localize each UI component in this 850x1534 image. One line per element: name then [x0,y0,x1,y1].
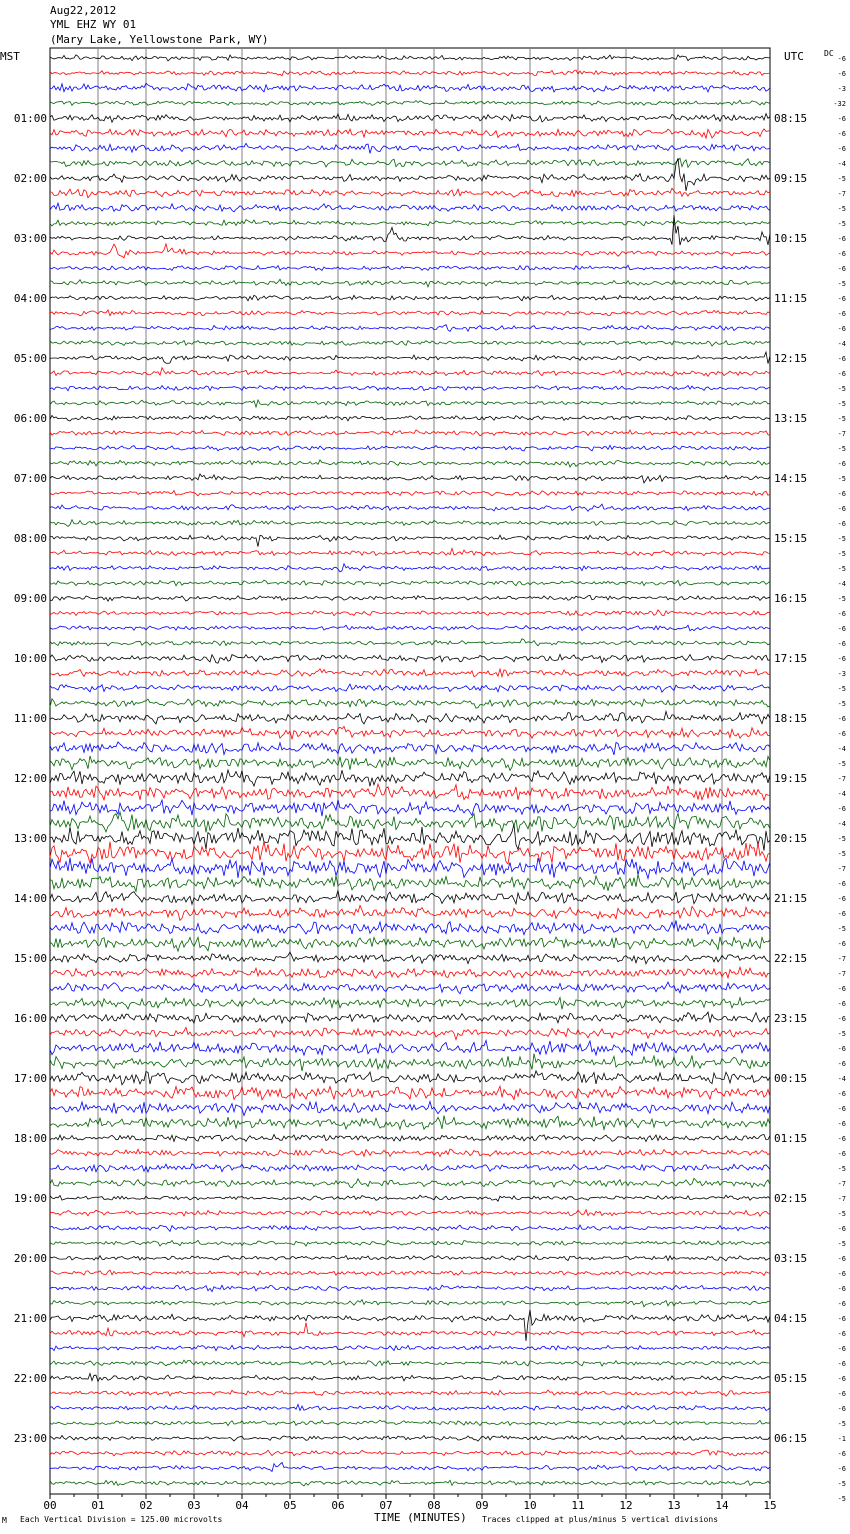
seismic-trace [50,920,770,934]
seismic-trace [50,1420,770,1426]
dc-offset-label: -5 [837,925,846,933]
seismic-trace [50,188,770,198]
seismic-trace [50,742,770,755]
utc-hour-label: 12:15 [774,352,808,365]
x-tick-label: 04 [235,1499,249,1512]
utc-hour-label: 14:15 [774,472,808,485]
plot-frame [50,48,770,1494]
clip-note: Traces clipped at plus/minus 5 vertical divisions [482,1515,719,1524]
seismic-trace [50,504,770,511]
seismic-trace [50,325,770,332]
x-axis-title: TIME (MINUTES) [374,1511,467,1524]
seismic-trace [50,1086,770,1100]
seismic-trace [50,1390,770,1396]
dc-offset-label: -7 [837,430,846,438]
dc-offset-label: -6 [837,985,846,993]
x-tick-label: 01 [91,1499,105,1512]
dc-offset-label: -5 [837,280,846,288]
seismic-trace [50,430,770,436]
utc-hour-label: 13:15 [774,412,808,425]
dc-offset-label: -6 [837,880,846,888]
dc-offset-label: -6 [837,1225,846,1233]
seismic-trace [50,890,770,904]
dc-offset-label: -5 [837,550,846,558]
seismic-trace [50,520,770,527]
seismic-trace [50,1374,770,1382]
dc-offset-label: -6 [837,1135,846,1143]
utc-hour-label: 20:15 [774,832,808,845]
seismic-trace [50,114,770,123]
dc-offset-label: -6 [837,325,846,333]
dc-offset-label: -5 [837,1165,846,1173]
seismic-trace [50,982,770,994]
dc-offset-label: -5 [837,1210,846,1218]
dc-offset-label: -6 [837,655,846,663]
seismic-trace [50,368,770,377]
seismic-trace [50,1270,770,1276]
seismic-trace [50,625,770,630]
dc-offset-label: -3 [837,85,846,93]
dc-offset-label: -5 [837,565,846,573]
x-tick-label: 09 [475,1499,489,1512]
seismic-trace [50,1164,770,1172]
dc-offset-label: -5 [837,475,846,483]
seismic-trace [50,474,770,483]
dc-offset-label: -6 [837,1120,846,1128]
seismic-trace [50,669,770,677]
utc-hour-label: 17:15 [774,652,808,665]
dc-offset-label: -5 [837,595,846,603]
dc-offset-label: -6 [837,355,846,363]
seismic-trace [50,220,770,226]
dc-offset-label: -4 [837,160,846,168]
seismic-trace [50,1225,770,1231]
seismic-trace [50,203,770,212]
seismic-trace [50,143,770,153]
x-tick-label: 07 [379,1499,393,1512]
dc-offset-label: -6 [837,1270,846,1278]
seismic-trace [50,639,770,646]
dc-offset-label: -5 [837,1240,846,1248]
dc-offset-label: -5 [837,385,846,393]
seismic-trace [50,1435,770,1441]
dc-offset-label: -4 [837,745,846,753]
dc-offset-label: -5 [837,445,846,453]
left-timezone-label: MST [0,50,20,63]
dc-offset-label: -7 [837,1195,846,1203]
seismic-trace [50,1178,770,1187]
utc-hour-label: 19:15 [774,772,808,785]
dc-offset-label: -4 [837,580,846,588]
seismic-trace [50,129,770,138]
dc-offset-label: -6 [837,715,846,723]
seismic-trace [50,726,770,739]
dc-offset-label: -4 [837,340,846,348]
seismic-trace [50,1040,770,1055]
seismic-trace [50,1116,770,1130]
seismic-trace [50,699,770,708]
seismic-trace [50,83,770,92]
seismic-trace [50,756,770,771]
x-tick-label: 06 [331,1499,345,1512]
utc-hour-label: 21:15 [774,892,808,905]
seismic-trace [50,1285,770,1291]
utc-hour-label: 15:15 [774,532,808,545]
seismic-trace [50,416,770,422]
x-tick-label: 11 [571,1499,585,1512]
mst-hour-label: 15:00 [13,952,47,965]
dc-offset-label: -5 [837,685,846,693]
dc-offset-label: -6 [837,1315,846,1323]
seismic-trace [50,906,770,921]
x-tick-label: 14 [715,1499,729,1512]
seismic-trace [50,386,770,391]
seismic-trace [50,265,770,270]
location-label: (Mary Lake, Yellowstone Park, WY) [50,33,269,46]
dc-offset-label: -6 [837,1045,846,1053]
dc-offset-label: -6 [837,265,846,273]
dc-offset-label: -6 [837,1150,846,1158]
seismic-trace [50,70,770,76]
seismic-trace [50,655,770,664]
seismic-trace [50,100,770,105]
dc-offset-label: -5 [837,415,846,423]
dc-offset-label: -6 [837,370,846,378]
mst-hour-label: 18:00 [13,1132,47,1145]
dc-offset-label: -6 [837,130,846,138]
mst-hour-label: 12:00 [13,772,47,785]
date-label: Aug22,2012 [50,4,117,17]
dc-offset-label: -5 [837,1495,846,1503]
dc-offset-label: -6 [837,1000,846,1008]
x-tick-label: 08 [427,1499,441,1512]
mst-hour-label: 19:00 [13,1192,47,1205]
utc-hour-label: 16:15 [774,592,808,605]
seismic-trace [50,684,770,692]
dc-label: DC [824,49,834,58]
seismic-trace [50,244,770,258]
dc-offset-label: -7 [837,970,846,978]
seismic-trace [50,812,770,833]
x-tick-label: 05 [283,1499,297,1512]
utc-hour-label: 00:15 [774,1072,808,1085]
seismic-trace [50,1360,770,1366]
seismic-trace [50,1256,770,1261]
dc-offset-label: -6 [837,490,846,498]
right-timezone-label: UTC [784,50,804,63]
dc-offset-label: -6 [837,1090,846,1098]
seismic-trace [50,55,770,61]
dc-offset-label: -7 [837,955,846,963]
seismic-trace [50,460,770,467]
x-tick-label: 10 [523,1499,537,1512]
seismic-trace [50,1480,770,1486]
seismic-trace [50,1071,770,1085]
seismic-trace [50,341,770,346]
dc-offset-label: -6 [837,145,846,153]
seismic-trace [50,967,770,978]
utc-hour-label: 09:15 [774,172,808,185]
dc-offset-label: -7 [837,865,846,873]
x-tick-label: 03 [187,1499,201,1512]
dc-offset-label: -6 [837,640,846,648]
utc-hour-label: 05:15 [774,1372,808,1385]
dc-offset-label: -5 [837,1480,846,1488]
seismic-trace [50,800,770,816]
seismic-trace [50,1462,770,1471]
seismic-trace [50,1149,770,1157]
seismic-trace [50,215,770,245]
x-tick-label: 12 [619,1499,633,1512]
utc-hour-label: 10:15 [774,232,808,245]
dc-offset-label: -6 [837,250,846,258]
x-tick-label: 00 [43,1499,57,1512]
seismic-trace [50,858,770,879]
dc-offset-label: -6 [837,625,846,633]
seismic-trace [50,1300,770,1307]
mst-hour-label: 10:00 [13,652,47,665]
seismic-trace [50,1240,770,1246]
utc-hour-label: 18:15 [774,712,808,725]
mst-hour-label: 20:00 [13,1252,47,1265]
dc-offset-label: -4 [837,1075,846,1083]
dc-offset-label: -5 [837,835,846,843]
dc-offset-label: -7 [837,190,846,198]
dc-offset-label: -6 [837,1360,846,1368]
dc-offset-label: -6 [837,940,846,948]
seismic-trace [50,1012,770,1023]
seismic-trace [50,491,770,496]
mst-hour-label: 14:00 [13,892,47,905]
seismic-trace [50,279,770,287]
dc-offset-label: -6 [837,610,846,618]
x-tick-label: 13 [667,1499,681,1512]
seismic-trace [50,711,770,724]
seismic-trace [50,937,770,951]
dc-offset-label: -4 [837,790,846,798]
seismic-trace [50,1027,770,1039]
mst-hour-label: 22:00 [13,1372,47,1385]
dc-offset-label: -5 [837,1030,846,1038]
utc-hour-label: 08:15 [774,112,808,125]
seismic-trace [50,610,770,616]
mst-hour-label: 09:00 [13,592,47,605]
mst-hour-label: 06:00 [13,412,47,425]
seismic-trace [50,548,770,555]
seismic-trace [50,1323,770,1337]
dc-offset-label: -6 [837,895,846,903]
dc-offset-label: -4 [837,820,846,828]
dc-offset-label: -5 [837,760,846,768]
dc-offset-label: -6 [837,505,846,513]
dc-offset-label: -6 [837,805,846,813]
seismic-trace [50,352,770,364]
seismic-trace [50,535,770,546]
dc-offset-label: -32 [833,100,846,108]
seismic-trace [50,158,770,191]
seismic-trace [50,1101,770,1115]
utc-hour-label: 01:15 [774,1132,808,1145]
seismic-trace [50,1135,770,1142]
dc-offset-label: -6 [837,1285,846,1293]
utc-hour-label: 04:15 [774,1312,808,1325]
seismic-trace [50,295,770,301]
dc-offset-label: -5 [837,175,846,183]
dc-offset-label: -6 [837,115,846,123]
seismic-trace [50,445,770,451]
mst-hour-label: 01:00 [13,112,47,125]
seismic-trace [50,595,770,601]
mst-hour-label: 07:00 [13,472,47,485]
mst-hour-label: 16:00 [13,1012,47,1025]
seismic-trace [50,824,770,850]
dc-offset-label: -5 [837,700,846,708]
dc-offset-label: -6 [837,1255,846,1263]
seismic-trace [50,842,770,865]
seismic-trace [50,1054,770,1071]
seismic-trace [50,1195,770,1201]
mst-hour-label: 21:00 [13,1312,47,1325]
utc-hour-label: 03:15 [774,1252,808,1265]
seismic-trace [50,400,770,407]
seismic-trace [50,784,770,800]
dc-offset-label: -1 [837,1435,846,1443]
utc-hour-label: 23:15 [774,1012,808,1025]
seismic-trace [50,1404,770,1410]
mst-hour-label: 23:00 [13,1432,47,1445]
dc-offset-label: -6 [837,1060,846,1068]
utc-hour-label: 22:15 [774,952,808,965]
dc-offset-label: -6 [837,910,846,918]
dc-offset-label: -6 [837,1390,846,1398]
corner-mark: M [2,1516,7,1525]
seismic-trace [50,952,770,964]
utc-hour-label: 06:15 [774,1432,808,1445]
dc-offset-label: -5 [837,205,846,213]
dc-offset-label: -5 [837,535,846,543]
dc-offset-label: -6 [837,1345,846,1353]
utc-hour-label: 11:15 [774,292,808,305]
seismic-trace [50,874,770,891]
dc-offset-label: -7 [837,775,846,783]
dc-offset-label: -6 [837,460,846,468]
dc-offset-label: -6 [837,1450,846,1458]
mst-hour-label: 05:00 [13,352,47,365]
dc-offset-label: -3 [837,670,846,678]
mst-hour-label: 04:00 [13,292,47,305]
seismic-trace [50,1210,770,1217]
seismic-trace [50,770,770,786]
seismic-trace [50,310,770,316]
utc-hour-label: 02:15 [774,1192,808,1205]
seismic-trace [50,998,770,1010]
dc-offset-label: -6 [837,235,846,243]
dc-offset-label: -6 [837,520,846,528]
mst-hour-label: 08:00 [13,532,47,545]
dc-offset-label: -6 [837,310,846,318]
x-tick-label: 15 [763,1499,777,1512]
dc-offset-label: -6 [837,70,846,78]
seismic-trace [50,1345,770,1350]
dc-offset-label: -6 [837,730,846,738]
dc-offset-label: -6 [837,1405,846,1413]
seismic-trace [50,1450,770,1456]
seismic-trace [50,1310,770,1341]
dc-offset-label: -6 [837,295,846,303]
dc-offset-label: -6 [837,55,846,63]
mst-hour-label: 11:00 [13,712,47,725]
dc-offset-label: -5 [837,220,846,228]
dc-offset-label: -6 [837,1330,846,1338]
seismic-trace [50,158,770,167]
dc-offset-label: -5 [837,1420,846,1428]
scale-note: Each Vertical Division = 125.00 microvolts [20,1515,223,1524]
dc-offset-label: -5 [837,850,846,858]
dc-offset-label: -5 [837,400,846,408]
dc-offset-label: -6 [837,1375,846,1383]
x-tick-label: 02 [139,1499,153,1512]
mst-hour-label: 17:00 [13,1072,47,1085]
dc-offset-label: -6 [837,1465,846,1473]
dc-offset-label: -6 [837,1015,846,1023]
seismic-trace [50,580,770,586]
mst-hour-label: 13:00 [13,832,47,845]
mst-hour-label: 02:00 [13,172,47,185]
dc-offset-label: -7 [837,1180,846,1188]
station-label: YML EHZ WY 01 [50,18,137,31]
dc-offset-label: -6 [837,1300,846,1308]
dc-offset-label: -6 [837,1105,846,1113]
mst-hour-label: 03:00 [13,232,47,245]
seismic-trace [50,564,770,572]
